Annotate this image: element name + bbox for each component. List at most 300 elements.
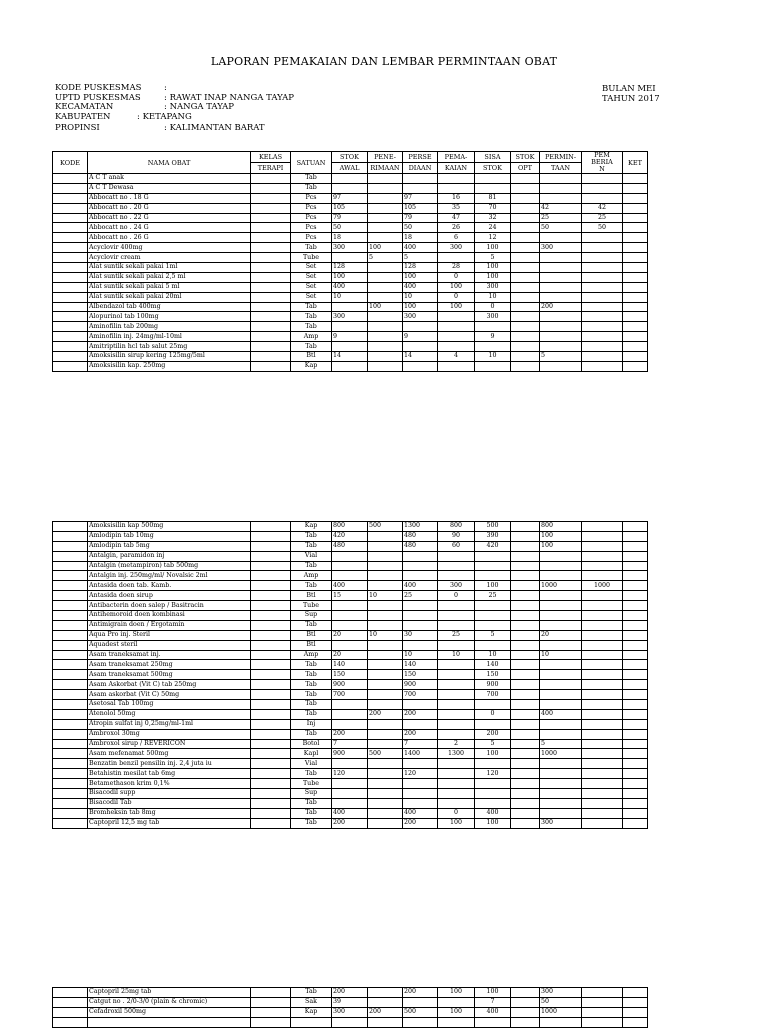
table-row: [53, 749, 648, 759]
cell-pemberian: [582, 789, 623, 799]
header-satuan: SATUAN: [291, 152, 332, 174]
cell-nama-obat: Antalgin inj. 250mg/ml/ Novalsic 2ml: [88, 571, 251, 581]
cell-stok-opt: [511, 591, 540, 601]
cell-pemakaian: [438, 561, 475, 571]
cell-stok-opt: [511, 789, 540, 799]
table-row: [53, 174, 648, 184]
cell-stok-opt: [511, 620, 540, 630]
cell-kode: [53, 551, 88, 561]
cell-pemakaian: 28: [438, 263, 475, 273]
table-row: [53, 312, 648, 322]
cell-nama-obat: Ambroxol sirup / REVERICON: [88, 739, 251, 749]
cell-pemberian: [582, 660, 623, 670]
cell-sisa-stok: [475, 611, 511, 621]
cell-penerimaan: [368, 1017, 403, 1027]
cell-penerimaan: [368, 361, 403, 371]
cell-kode: [53, 818, 88, 828]
cell-penerimaan: 500: [368, 522, 403, 532]
cell-permintaan: [540, 183, 582, 193]
table-row: [53, 253, 648, 263]
cell-stok-opt: [511, 709, 540, 719]
cell-kelas-terapi: [251, 769, 291, 779]
cell-persediaan: 500: [403, 1007, 438, 1017]
cell-kelas-terapi: [251, 253, 291, 263]
cell-persediaan: [403, 1017, 438, 1027]
meta-label-kode: KODE PUSKESMAS: [55, 83, 142, 93]
cell-nama-obat: Amoksisilin sirup kering 125mg/5ml: [88, 352, 251, 362]
cell-permintaan: [540, 193, 582, 203]
cell-kelas-terapi: [251, 223, 291, 233]
cell-penerimaan: [368, 650, 403, 660]
cell-ket: [623, 174, 648, 184]
cell-stok-opt: [511, 243, 540, 253]
cell-sisa-stok: 150: [475, 670, 511, 680]
cell-satuan: Tab: [291, 808, 332, 818]
cell-persediaan: 30: [403, 630, 438, 640]
cell-nama-obat: Bromheksin tab 8mg: [88, 808, 251, 818]
cell-satuan: Tab: [291, 322, 332, 332]
cell-stok-awal: 7: [332, 739, 368, 749]
cell-kode: [53, 531, 88, 541]
cell-stok-awal: 480: [332, 541, 368, 551]
cell-stok-awal: [332, 302, 368, 312]
cell-stok-awal: [332, 361, 368, 371]
cell-permintaan: 25: [540, 213, 582, 223]
cell-stok-opt: [511, 183, 540, 193]
cell-ket: [623, 581, 648, 591]
cell-nama-obat: A C T Dewasa: [88, 183, 251, 193]
table-row: [53, 352, 648, 362]
meta-value-kecamatan: : NANGA TAYAP: [164, 102, 235, 113]
cell-pemakaian: [438, 660, 475, 670]
cell-penerimaan: [368, 818, 403, 828]
cell-kode: [53, 739, 88, 749]
cell-permintaan: [540, 759, 582, 769]
table-row: [53, 700, 648, 710]
cell-satuan: Set: [291, 292, 332, 302]
cell-penerimaan: [368, 759, 403, 769]
cell-penerimaan: [368, 700, 403, 710]
cell-nama-obat: Asam traneksamat 500mg: [88, 670, 251, 680]
cell-ket: [623, 223, 648, 233]
meta-label-propinsi: PROPINSI: [55, 123, 100, 133]
cell-penerimaan: [368, 233, 403, 243]
table-row: [53, 808, 648, 818]
cell-pemberian: [582, 253, 623, 263]
cell-satuan: Tab: [291, 312, 332, 322]
cell-nama-obat: Amitriptilin hcl tab salut 25mg: [88, 342, 251, 352]
cell-satuan: Btl: [291, 591, 332, 601]
cell-ket: [623, 253, 648, 263]
cell-penerimaan: [368, 322, 403, 332]
cell-penerimaan: [368, 282, 403, 292]
cell-stok-opt: [511, 808, 540, 818]
header-sisa: SISA: [475, 152, 511, 163]
cell-pemberian: [582, 601, 623, 611]
cell-stok-opt: [511, 700, 540, 710]
cell-satuan: Pcs: [291, 233, 332, 243]
header-stok: STOK: [332, 152, 368, 163]
cell-pemakaian: [438, 798, 475, 808]
header-permin: PERMIN-: [540, 152, 582, 163]
cell-pemberian: [582, 561, 623, 571]
cell-nama-obat: Abbocatt no . 18 G: [88, 193, 251, 203]
cell-satuan: Tab: [291, 342, 332, 352]
cell-stok-awal: 50: [332, 223, 368, 233]
cell-penerimaan: [368, 997, 403, 1007]
cell-ket: [623, 779, 648, 789]
cell-stok-awal: 200: [332, 729, 368, 739]
cell-sisa-stok: [475, 561, 511, 571]
cell-kelas-terapi: [251, 630, 291, 640]
table-row: [53, 591, 648, 601]
cell-penerimaan: [368, 332, 403, 342]
cell-ket: [623, 650, 648, 660]
cell-kelas-terapi: [251, 332, 291, 342]
cell-permintaan: [540, 789, 582, 799]
cell-sisa-stok: [475, 798, 511, 808]
cell-sisa-stok: [475, 640, 511, 650]
cell-penerimaan: 10: [368, 630, 403, 640]
cell-permintaan: [540, 174, 582, 184]
cell-kode: [53, 988, 88, 998]
cell-ket: [623, 561, 648, 571]
cell-satuan: Sup: [291, 789, 332, 799]
cell-kelas-terapi: [251, 700, 291, 710]
cell-sisa-stok: 10: [475, 292, 511, 302]
cell-pemberian: [582, 988, 623, 998]
cell-kode: [53, 571, 88, 581]
cell-pemberian: [582, 302, 623, 312]
cell-sisa-stok: [475, 779, 511, 789]
table-row: [53, 541, 648, 551]
cell-ket: [623, 312, 648, 322]
cell-sisa-stok: 100: [475, 243, 511, 253]
cell-pemakaian: 100: [438, 818, 475, 828]
cell-permintaan: [540, 253, 582, 263]
cell-nama-obat: Aminofilin tab 200mg: [88, 322, 251, 332]
cell-stok-opt: [511, 739, 540, 749]
cell-stok-opt: [511, 818, 540, 828]
cell-penerimaan: [368, 808, 403, 818]
cell-stok-opt: [511, 233, 540, 243]
cell-ket: [623, 531, 648, 541]
cell-pemberian: [582, 798, 623, 808]
cell-ket: [623, 193, 648, 203]
cell-pemakaian: 100: [438, 988, 475, 998]
header-perse: PERSE: [403, 152, 438, 163]
cell-persediaan: [403, 620, 438, 630]
cell-pemberian: [582, 997, 623, 1007]
cell-penerimaan: [368, 352, 403, 362]
cell-sisa-stok: 9: [475, 332, 511, 342]
cell-permintaan: [540, 700, 582, 710]
cell-stok-opt: [511, 302, 540, 312]
cell-stok-awal: [332, 601, 368, 611]
cell-satuan: Set: [291, 282, 332, 292]
cell-kelas-terapi: [251, 709, 291, 719]
cell-satuan: Tube: [291, 601, 332, 611]
cell-stok-opt: [511, 729, 540, 739]
cell-pemakaian: 100: [438, 1007, 475, 1017]
table-row: [53, 282, 648, 292]
cell-persediaan: [403, 322, 438, 332]
cell-nama-obat: Antalgin, paramidon inj: [88, 551, 251, 561]
cell-sisa-stok: 10: [475, 352, 511, 362]
table-row: [53, 680, 648, 690]
cell-satuan: Vial: [291, 551, 332, 561]
cell-kelas-terapi: [251, 601, 291, 611]
cell-nama-obat: Captopril 12,5 mg tab: [88, 818, 251, 828]
cell-stok-opt: [511, 650, 540, 660]
cell-persediaan: [403, 183, 438, 193]
cell-kelas-terapi: [251, 759, 291, 769]
cell-permintaan: 5: [540, 352, 582, 362]
cell-stok-opt: [511, 640, 540, 650]
cell-nama-obat: Aqua Pro inj. Steril: [88, 630, 251, 640]
cell-persediaan: 79: [403, 213, 438, 223]
cell-satuan: Pcs: [291, 193, 332, 203]
cell-kelas-terapi: [251, 541, 291, 551]
table-row: [53, 769, 648, 779]
cell-ket: [623, 729, 648, 739]
cell-sisa-stok: 120: [475, 769, 511, 779]
cell-kode: [53, 322, 88, 332]
cell-stok-awal: 18: [332, 233, 368, 243]
cell-nama-obat: Ambroxol 30mg: [88, 729, 251, 739]
cell-permintaan: [540, 322, 582, 332]
cell-stok-awal: [332, 640, 368, 650]
cell-persediaan: 100: [403, 302, 438, 312]
cell-penerimaan: [368, 798, 403, 808]
cell-stok-awal: 20: [332, 630, 368, 640]
cell-kelas-terapi: [251, 531, 291, 541]
cell-pemakaian: [438, 183, 475, 193]
cell-nama-obat: Atropin sulfat inj 0,25mg/ml-1ml: [88, 719, 251, 729]
cell-persediaan: 14: [403, 352, 438, 362]
cell-stok-awal: 200: [332, 988, 368, 998]
cell-satuan: Amp: [291, 650, 332, 660]
table-row: [53, 660, 648, 670]
cell-stok-awal: 128: [332, 263, 368, 273]
cell-ket: [623, 798, 648, 808]
cell-stok-opt: [511, 253, 540, 263]
cell-persediaan: 128: [403, 263, 438, 273]
header-opt: OPT: [511, 163, 540, 174]
cell-permintaan: 1000: [540, 749, 582, 759]
cell-pemakaian: [438, 789, 475, 799]
cell-pemberian: [582, 541, 623, 551]
cell-kelas-terapi: [251, 571, 291, 581]
cell-ket: [623, 541, 648, 551]
cell-permintaan: [540, 660, 582, 670]
cell-sisa-stok: [475, 789, 511, 799]
cell-penerimaan: 200: [368, 1007, 403, 1017]
cell-stok-awal: [332, 719, 368, 729]
cell-persediaan: [403, 611, 438, 621]
table-row: [53, 571, 648, 581]
cell-nama-obat: Alat suntik sekali pakai 5 ml: [88, 282, 251, 292]
cell-ket: [623, 670, 648, 680]
cell-pemberian: [582, 709, 623, 719]
cell-permintaan: 5: [540, 739, 582, 749]
cell-persediaan: [403, 759, 438, 769]
cell-sisa-stok: 0: [475, 302, 511, 312]
cell-satuan: Kap: [291, 522, 332, 532]
meta-value-kode: :: [164, 83, 167, 93]
cell-sisa-stok: 100: [475, 818, 511, 828]
cell-persediaan: 9: [403, 332, 438, 342]
cell-ket: [623, 759, 648, 769]
cell-persediaan: 480: [403, 531, 438, 541]
table-row: [53, 601, 648, 611]
cell-kode: [53, 233, 88, 243]
cell-satuan: Amp: [291, 571, 332, 581]
cell-ket: [623, 233, 648, 243]
cell-kelas-terapi: [251, 322, 291, 332]
cell-stok-awal: 420: [332, 531, 368, 541]
cell-satuan: Tab: [291, 302, 332, 312]
cell-satuan: Inj: [291, 719, 332, 729]
cell-stok-opt: [511, 352, 540, 362]
cell-ket: [623, 203, 648, 213]
header-nama-obat: NAMA OBAT: [88, 152, 251, 174]
table-row: [53, 997, 648, 1007]
cell-sisa-stok: 10: [475, 650, 511, 660]
cell-kelas-terapi: [251, 640, 291, 650]
cell-permintaan: 300: [540, 988, 582, 998]
cell-nama-obat: Abbocatt no . 26 G: [88, 233, 251, 243]
cell-persediaan: 105: [403, 203, 438, 213]
cell-sisa-stok: 25: [475, 591, 511, 601]
cell-kode: [53, 660, 88, 670]
cell-permintaan: [540, 611, 582, 621]
cell-satuan: Set: [291, 263, 332, 273]
cell-persediaan: [403, 719, 438, 729]
cell-pemakaian: 47: [438, 213, 475, 223]
cell-pemberian: [582, 640, 623, 650]
cell-satuan: Pcs: [291, 223, 332, 233]
cell-kode: [53, 312, 88, 322]
cell-stok-awal: [332, 551, 368, 561]
cell-kelas-terapi: [251, 561, 291, 571]
cell-pemberian: [582, 700, 623, 710]
cell-permintaan: [540, 670, 582, 680]
cell-ket: [623, 272, 648, 282]
table-row: [53, 342, 648, 352]
cell-sisa-stok: 390: [475, 531, 511, 541]
cell-nama-obat: Abbocatt no . 24 G: [88, 223, 251, 233]
cell-stok-awal: 400: [332, 581, 368, 591]
cell-permintaan: [540, 1017, 582, 1027]
cell-sisa-stok: [475, 601, 511, 611]
cell-stok-opt: [511, 1017, 540, 1027]
cell-pemberian: [582, 322, 623, 332]
cell-sisa-stok: 200: [475, 729, 511, 739]
cell-satuan: Amp: [291, 332, 332, 342]
header-awal: AWAL: [332, 163, 368, 174]
cell-persediaan: [403, 551, 438, 561]
cell-nama-obat: Albendazol tab 400mg: [88, 302, 251, 312]
cell-ket: [623, 322, 648, 332]
cell-persediaan: 10: [403, 292, 438, 302]
cell-pemakaian: 800: [438, 522, 475, 532]
cell-pemakaian: 0: [438, 292, 475, 302]
cell-permintaan: [540, 282, 582, 292]
cell-stok-opt: [511, 174, 540, 184]
cell-kode: [53, 253, 88, 263]
cell-sisa-stok: [475, 342, 511, 352]
table-row: [53, 719, 648, 729]
cell-pemberian: [582, 591, 623, 601]
cell-pemakaian: 0: [438, 591, 475, 601]
cell-kode: [53, 223, 88, 233]
cell-kode: [53, 709, 88, 719]
cell-penerimaan: 10: [368, 591, 403, 601]
cell-stok-opt: [511, 997, 540, 1007]
cell-kode: [53, 611, 88, 621]
cell-pemberian: [582, 352, 623, 362]
cell-ket: [623, 601, 648, 611]
cell-persediaan: 100: [403, 272, 438, 282]
cell-pemberian: [582, 263, 623, 273]
cell-persediaan: 10: [403, 650, 438, 660]
cell-pemakaian: [438, 361, 475, 371]
cell-persediaan: [403, 571, 438, 581]
cell-kelas-terapi: [251, 522, 291, 532]
table-row: [53, 332, 648, 342]
cell-satuan: Tab: [291, 561, 332, 571]
cell-pemakaian: 26: [438, 223, 475, 233]
cell-persediaan: [403, 798, 438, 808]
cell-kelas-terapi: [251, 660, 291, 670]
cell-kode: [53, 282, 88, 292]
cell-permintaan: [540, 292, 582, 302]
cell-stok-awal: 79: [332, 213, 368, 223]
cell-nama-obat: Abbocatt no . 22 G: [88, 213, 251, 223]
cell-ket: [623, 690, 648, 700]
cell-pemberian: 1000: [582, 581, 623, 591]
table-row: [53, 183, 648, 193]
cell-satuan: Vial: [291, 759, 332, 769]
cell-pemberian: [582, 342, 623, 352]
cell-stok-opt: [511, 282, 540, 292]
cell-kelas-terapi: [251, 282, 291, 292]
cell-sisa-stok: 5: [475, 630, 511, 640]
cell-stok-awal: 150: [332, 670, 368, 680]
table-row: [53, 213, 648, 223]
table-row: [53, 233, 648, 243]
cell-satuan: Botol: [291, 739, 332, 749]
cell-kode: [53, 719, 88, 729]
cell-kode: [53, 342, 88, 352]
cell-kelas-terapi: [251, 988, 291, 998]
cell-stok-awal: 9: [332, 332, 368, 342]
cell-penerimaan: [368, 719, 403, 729]
cell-nama-obat: Antalgin (metampiron) tab 500mg: [88, 561, 251, 571]
cell-permintaan: 1000: [540, 581, 582, 591]
cell-persediaan: 400: [403, 243, 438, 253]
cell-kode: [53, 779, 88, 789]
cell-ket: [623, 263, 648, 273]
cell-pemakaian: [438, 779, 475, 789]
cell-kode: [53, 620, 88, 630]
cell-stok-awal: 800: [332, 522, 368, 532]
cell-kelas-terapi: [251, 213, 291, 223]
cell-kode: [53, 1007, 88, 1017]
cell-pemberian: [582, 739, 623, 749]
cell-pemakaian: [438, 620, 475, 630]
